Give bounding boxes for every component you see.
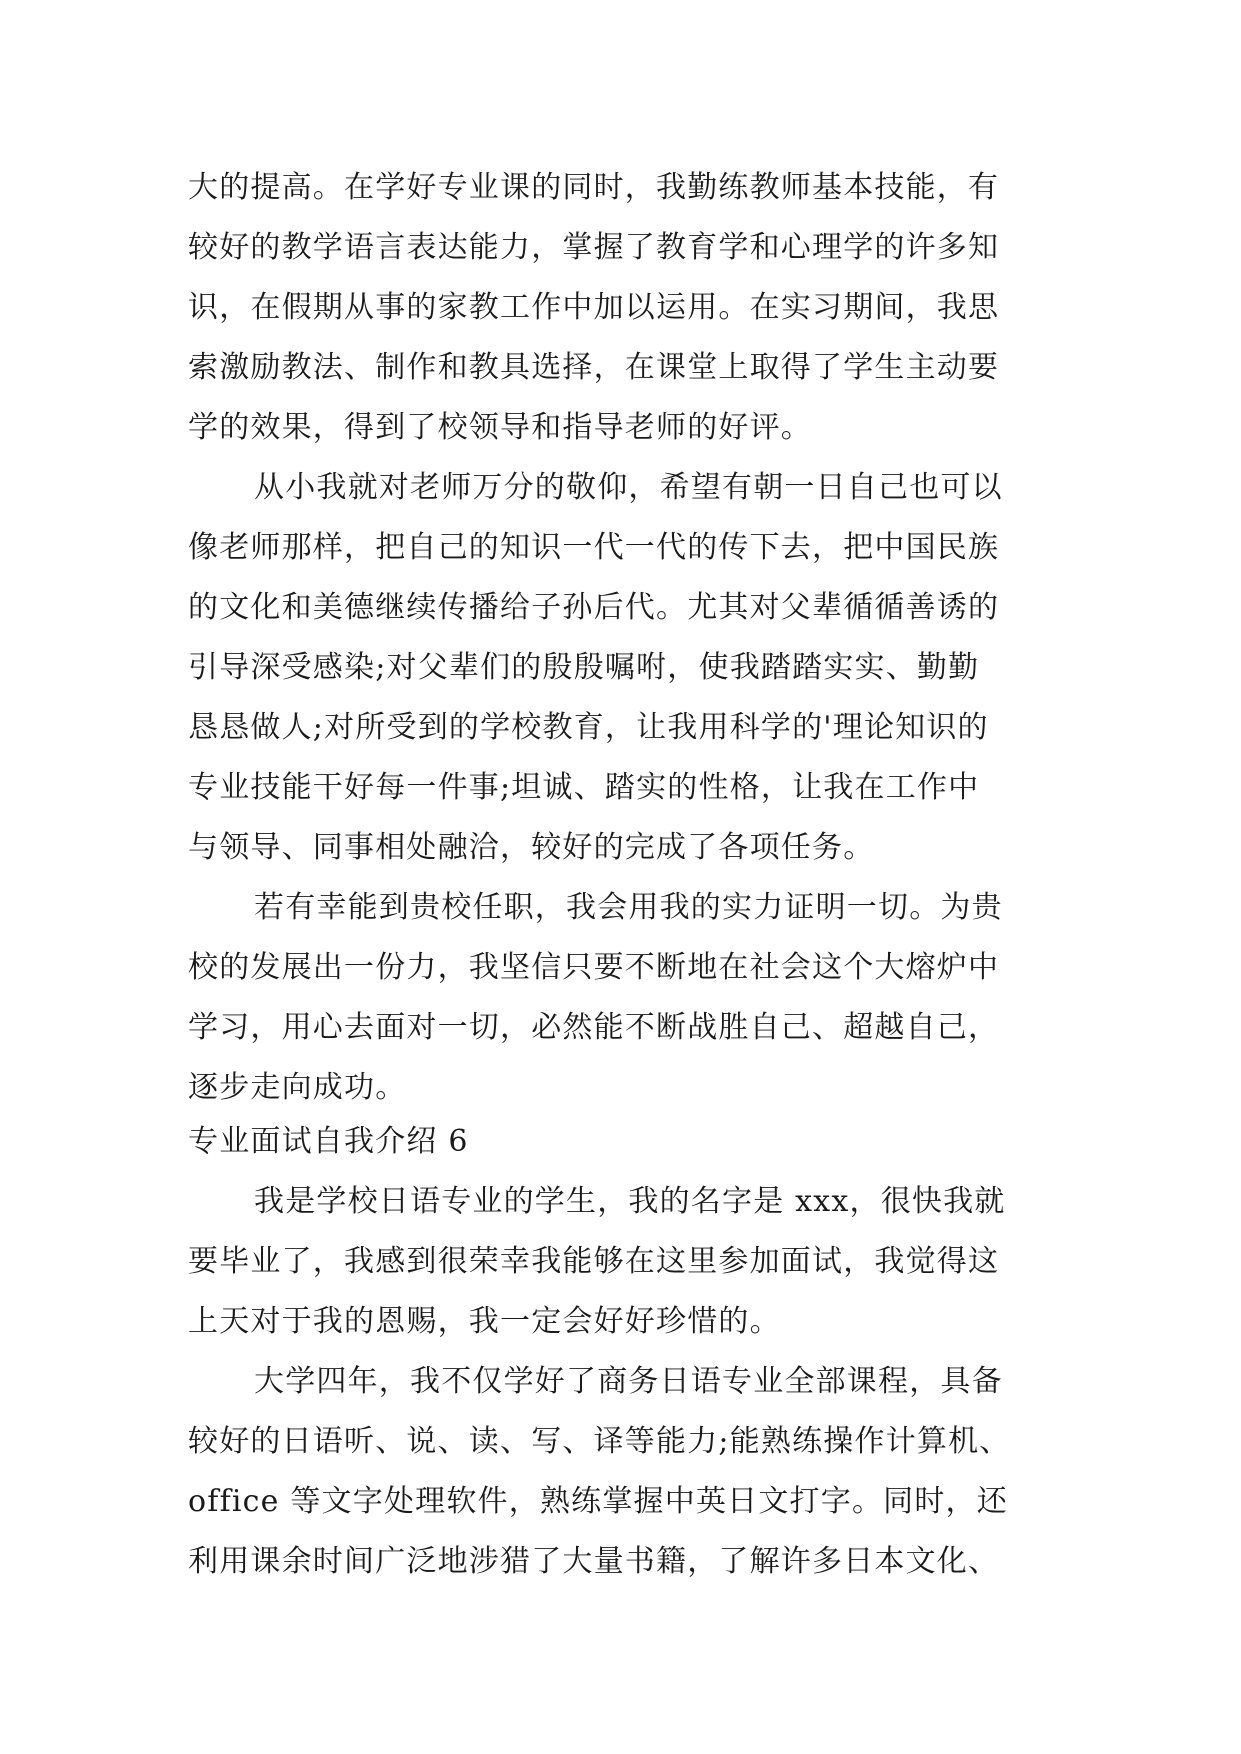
text-line: 逐步走向成功。 <box>188 1070 407 1105</box>
text-line: 上天对于我的恩赐，我一定会好好珍惜的。 <box>188 1304 781 1339</box>
text-line: 专业技能干好每一件事;坦诚、踏实的性格，让我在工作中 <box>188 770 980 805</box>
text-line: 引导深受感染;对父辈们的殷殷嘱咐，使我踏踏实实、勤勤 <box>188 650 980 685</box>
text-line: 较好的日语听、说、读、写、译等能力;能熟练操作计算机、 <box>188 1424 1011 1459</box>
paragraph-start-line: 若有幸能到贵校任职，我会用我的实力证明一切。为贵 <box>254 890 1003 925</box>
text-line: 识，在假期从事的家教工作中加以运用。在实习期间，我思 <box>188 290 1000 325</box>
text-line: 索激励教法、制作和教具选择，在课堂上取得了学生主动要 <box>188 350 1000 385</box>
paragraph-start-line: 我是学校日语专业的学生，我的名字是 xxx，很快我就 <box>254 1184 1006 1219</box>
text-line: 与领导、同事相处融洽，较好的完成了各项任务。 <box>188 830 875 865</box>
text-line: 像老师那样，把自己的知识一代一代的传下去，把中国民族 <box>188 530 1000 565</box>
text-line: 要毕业了，我感到很荣幸我能够在这里参加面试，我觉得这 <box>188 1244 1000 1279</box>
text-line: 利用课余时间广泛地涉猎了大量书籍，了解许多日本文化、 <box>188 1544 1000 1579</box>
text-line: 校的发展出一份力，我坚信只要不断地在社会这个大熔炉中 <box>188 950 1000 985</box>
text-line: 大的提高。在学好专业课的同时，我勤练教师基本技能，有 <box>188 170 1000 205</box>
text-line: 学的效果，得到了校领导和指导老师的好评。 <box>188 410 812 445</box>
section-heading: 专业面试自我介绍 6 <box>188 1124 469 1159</box>
paragraph-start-line: 从小我就对老师万分的敬仰，希望有朝一日自己也可以 <box>254 470 1003 505</box>
text-line: office 等文字处理软件，熟练掌握中英日文打字。同时，还 <box>188 1484 1008 1519</box>
text-line: 恳恳做人;对所受到的学校教育，让我用科学的'理论知识的 <box>188 710 989 745</box>
text-line: 的文化和美德继续传播给子孙后代。尤其对父辈循循善诱的 <box>188 590 1000 625</box>
text-line: 较好的教学语言表达能力，掌握了教育学和心理学的许多知 <box>188 230 1000 265</box>
text-line: 学习，用心去面对一切，必然能不断战胜自己、超越自己， <box>188 1010 1000 1045</box>
paragraph-start-line: 大学四年，我不仅学好了商务日语专业全部课程，具备 <box>254 1364 1003 1399</box>
